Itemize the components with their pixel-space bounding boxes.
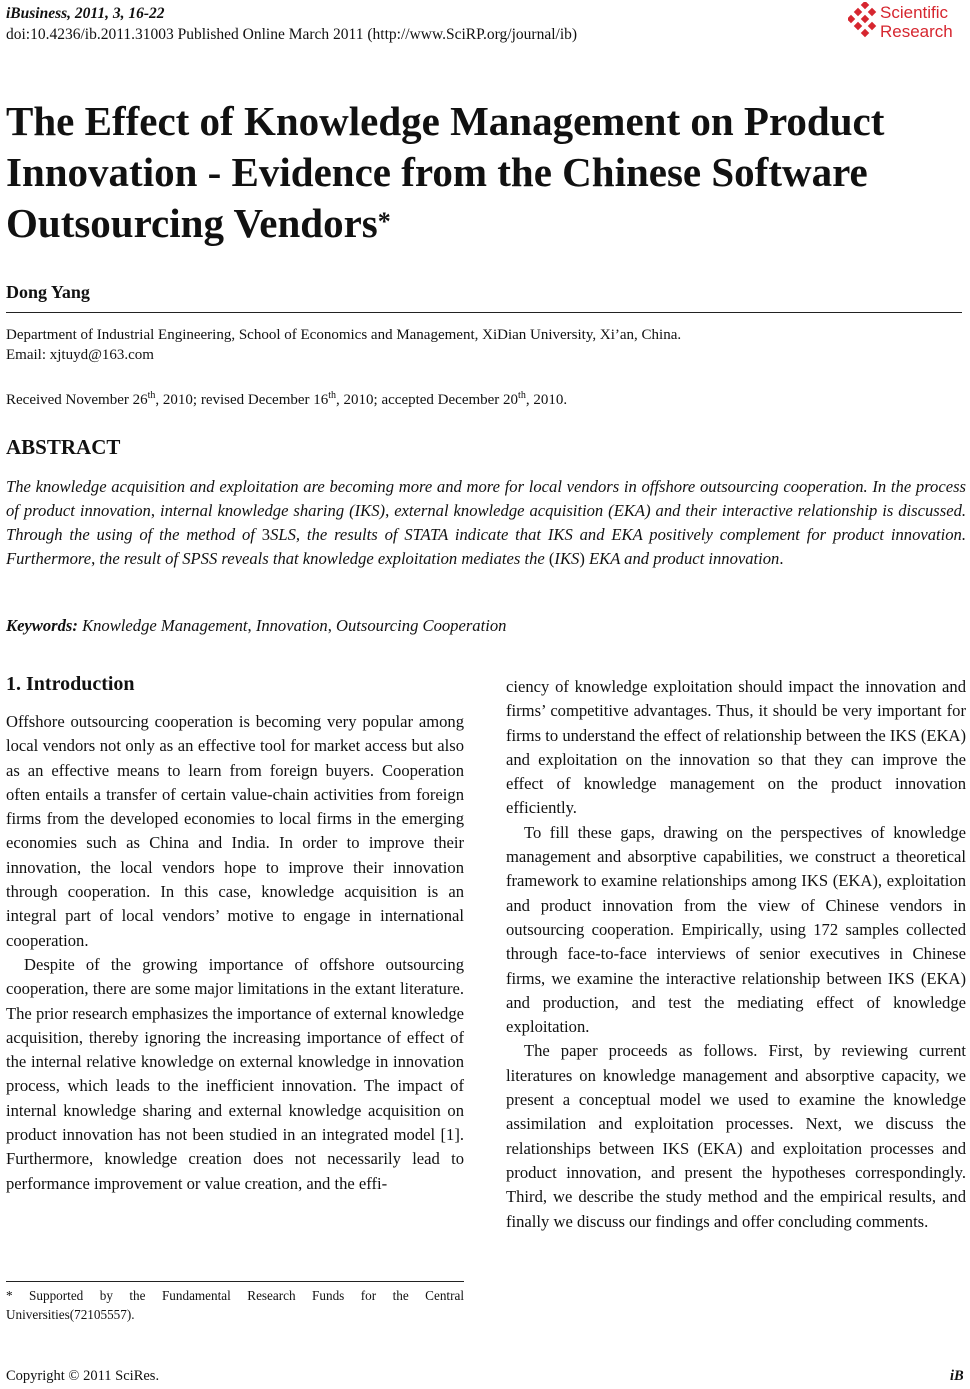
abstract-text: EKA [613, 501, 646, 520]
abstract-text: IKS [554, 549, 580, 568]
logo-line-1: Scientific [880, 3, 949, 22]
abstract-text: ) and their interactive relationship is discussed. Through the using of the method of [6, 501, 967, 544]
received-text-2: , 2010; revised December 16 [155, 392, 329, 408]
received-sup-3: th [518, 390, 526, 401]
received-text-3: , 2010; accepted December 20 [336, 392, 519, 408]
keyword: Knowledge Management [82, 616, 248, 635]
abstract-text: IKS [354, 501, 380, 520]
keywords-line [6, 614, 506, 638]
abstract-text: the result of SPSS reveals that knowledge exploitation mediates the [95, 549, 549, 568]
abstract-text: ) [579, 549, 585, 568]
logo-wordmark [880, 3, 953, 41]
abstract-text: internal knowledge sharing ( [155, 501, 355, 520]
author-email[interactable]: Email: xjtuyd@163.com [6, 347, 154, 363]
author-affiliation: Department of Industrial Engineering, School of Economics and Management, XiDian University, Xi’an, China. [6, 327, 682, 343]
keyword-separator: , [247, 616, 256, 635]
journal-volume: , 2011, 3, 16-22 [67, 5, 165, 22]
journal-name: iBusiness [6, 5, 68, 22]
keyword: Outsourcing Cooperation [336, 616, 507, 635]
journal-citation [6, 4, 164, 23]
received-sup-1: th [147, 390, 156, 401]
body-paragraph: Offshore outsourcing cooperation is becoming very popular among local vendors not only as an effective tool for market access but also as an effective means to learn from foreign buyers. Cooperation often entails a transfer of certain value-chain activities from foreign firms from the developed economies to local firms in the emerging economies such as China and India. In order to improve their innovation, the local vendors hope to improve their innovation through cooperation. In this case, knowledge acquisition is an integral part of local vendors’ motive to engage in international cooperation. [6, 712, 464, 950]
diamond-logo-icon [848, 2, 880, 42]
abstract-text: ( [548, 549, 555, 568]
received-sup-2: th [328, 390, 337, 401]
abstract-text: The knowledge acquisition and exploitation are becoming more and more for local vendors in offshore outsourcing cooperation. In the process of product innovation [6, 477, 966, 520]
header-divider [6, 312, 962, 313]
body-paragraph: To fill these gaps, drawing on the perspectives of knowledge management and absorptive capabilities, we construct a theoretical framework to examine relationships among IKS (EKA), exploitation and product innovation from the view of Chinese vendors in outsourcing cooperation. Empirically, using 172 samples collected through face-to-face interviews of senior executives in Chinese firms, we examine the interactive relationship between IKS (EKA) and production, and test the mediating effect of knowledge exploitation. [506, 822, 966, 1037]
keyword-separator: , [327, 616, 337, 635]
abstract-body [6, 475, 966, 571]
keywords-label: Keywords: [6, 616, 78, 635]
right-column [506, 675, 966, 1234]
keyword: Innovation [255, 616, 328, 635]
publisher-logo [848, 2, 970, 46]
logo-line-2: Research [880, 22, 953, 41]
left-column [6, 710, 464, 1196]
section-heading: 1. Introduction [6, 673, 135, 695]
abstract-text: , [91, 549, 96, 568]
doi-line: doi:10.4236/ib.2011.31003 Published Online March 2011 (http://www.SciRP.org/journal/ib) [6, 26, 578, 43]
body-paragraph: Despite of the growing importance of offshore outsourcing cooperation, there are some major limitations in the extant literature. The prior research emphasizes the importance of external knowledge acquisition, thereby ignoring the increasing importance of effect of the internal relative knowledge on external knowledge in innovation process, which leads to the inefficient innovation. The impact of internal knowledge sharing and external knowledge acquisition on product innovation has not been studied in an integrated model [1]. Furthermore, knowledge creation does not necessarily lead to performance improvement or value creation, and the effi- [6, 954, 464, 1193]
body-paragraph: ciency of knowledge exploitation should impact the innovation and firms’ competitive advantages. Thus, it should be very important for firms to understand the effect of relationship between the IKS (EKA) and exploitation on the innovation so that they can improve the effect of knowledge management on the product innovation efficiently. [506, 677, 966, 818]
body-paragraph: The paper proceeds as follows. First, by reviewing current literatures on knowledge management and absorptive capacity, we present a conceptual model we used to examine the knowledge assimilation and exploitation processes. Next, we discuss the relationships between IKS (EKA) and exploitation processes and product innovation, and present the hypotheses correspondingly. Third, we describe the study method and the empirical results, and finally we discuss our findings and offer concluding comments. [506, 1041, 966, 1231]
abstract-text: SLS, the results of STATA indicate that IKS and EKA positively complement for product innovation. Furthermore [6, 525, 967, 568]
received-text-1: Received November 26 [6, 392, 148, 408]
abstract-text: . [779, 549, 784, 568]
abstract-text: , [150, 501, 155, 520]
abstract-text: external knowledge acquisition ( [389, 501, 614, 520]
abstract-heading: ABSTRACT [6, 435, 121, 459]
copyright-notice: Copyright © 2011 SciRes. [6, 1368, 160, 1384]
received-text-4: , 2010. [525, 392, 568, 408]
received-dates [6, 386, 567, 410]
footer-journal-abbr: iB [950, 1368, 964, 1384]
abstract-text: , [385, 501, 390, 520]
abstract-text: 3 [261, 525, 271, 544]
title-footnote-marker: * [377, 207, 391, 236]
title-text: The Effect of Knowledge Management on Product Innovation - Evidence from the Chinese Software Outsourcing Vendors [6, 98, 885, 246]
abstract-text: ) [379, 501, 386, 520]
footnote-divider [6, 1281, 464, 1282]
author-name: Dong Yang [6, 282, 90, 302]
footnote: * Supported by the Fundamental Research Funds for the Central Universities(72105557). [6, 1288, 464, 1322]
paper-title [6, 96, 966, 249]
abstract-text: EKA and product innovation [584, 549, 780, 568]
